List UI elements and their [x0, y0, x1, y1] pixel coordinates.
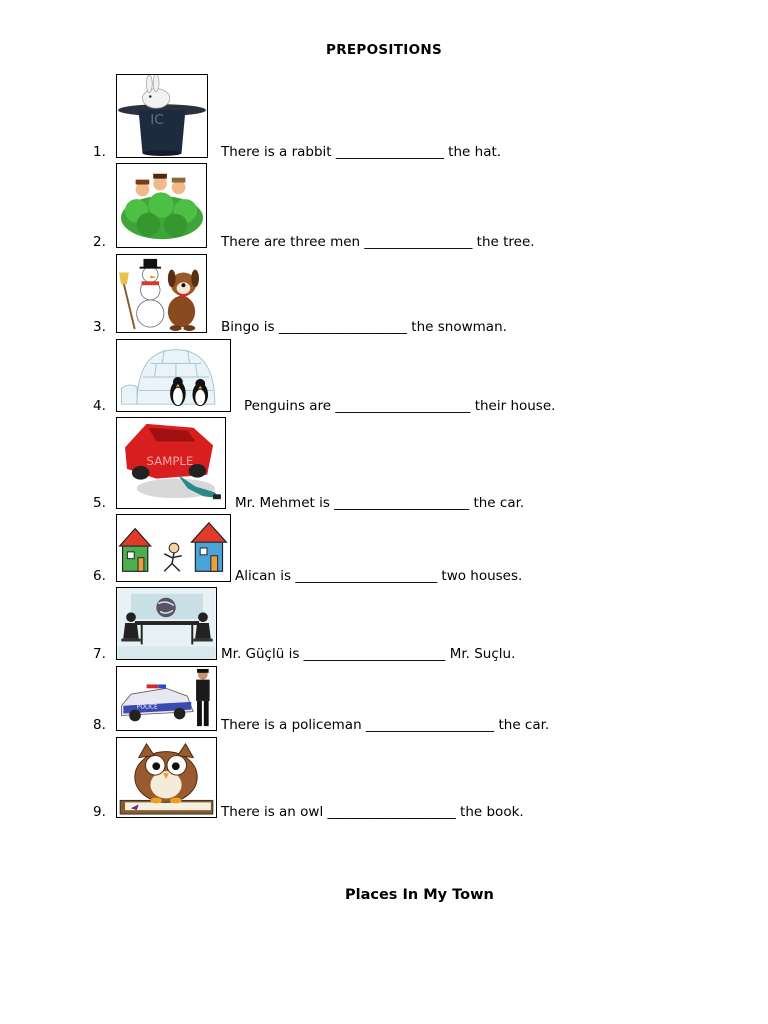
item-number: 6.	[93, 568, 106, 584]
item-number: 5.	[93, 495, 106, 511]
penguins-in-front-of-igloo-image	[116, 339, 231, 412]
page-title: PREPOSITIONS	[326, 42, 442, 58]
men-behind-bush-image	[116, 163, 207, 248]
svg-text:IC: IC	[150, 111, 164, 128]
item-number: 1.	[93, 144, 106, 160]
sentence-7: Mr. Güçlü is _____________________ Mr. Suçlu.	[221, 646, 516, 662]
sentence-8: There is a policeman ___________________ the car.	[221, 717, 550, 733]
dog-next-to-snowman-image	[116, 254, 207, 333]
man-under-car-image	[116, 417, 226, 509]
sentence-3: Bingo is ___________________ the snowman.	[221, 319, 507, 335]
item-number: 2.	[93, 234, 106, 250]
item-number: 4.	[93, 398, 106, 414]
item-number: 9.	[93, 804, 106, 820]
sentence-5: Mr. Mehmet is ____________________ the car.	[235, 495, 525, 511]
item-number: 3.	[93, 319, 106, 335]
policeman-next-to-car-image	[116, 666, 217, 731]
sentence-4: Penguins are ____________________ their house.	[244, 398, 556, 414]
svg-text:SAMPLE: SAMPLE	[146, 453, 194, 468]
sentence-2: There are three men ________________ the tree.	[221, 234, 535, 250]
sentence-1: There is a rabbit ________________ the hat.	[221, 144, 502, 160]
sentence-9: There is an owl ___________________ the book.	[221, 804, 524, 820]
item-number: 7.	[93, 646, 106, 662]
section-heading: Places In My Town	[345, 887, 494, 903]
rabbit-in-hat-image	[116, 74, 208, 158]
item-number: 8.	[93, 717, 106, 733]
owl-on-book-image	[116, 737, 217, 818]
boy-between-houses-image	[116, 514, 231, 582]
sentence-6: Alican is _____________________ two houses.	[235, 568, 523, 584]
men-opposite-table-image	[116, 587, 217, 660]
svg-text:POLICE: POLICE	[136, 704, 158, 711]
